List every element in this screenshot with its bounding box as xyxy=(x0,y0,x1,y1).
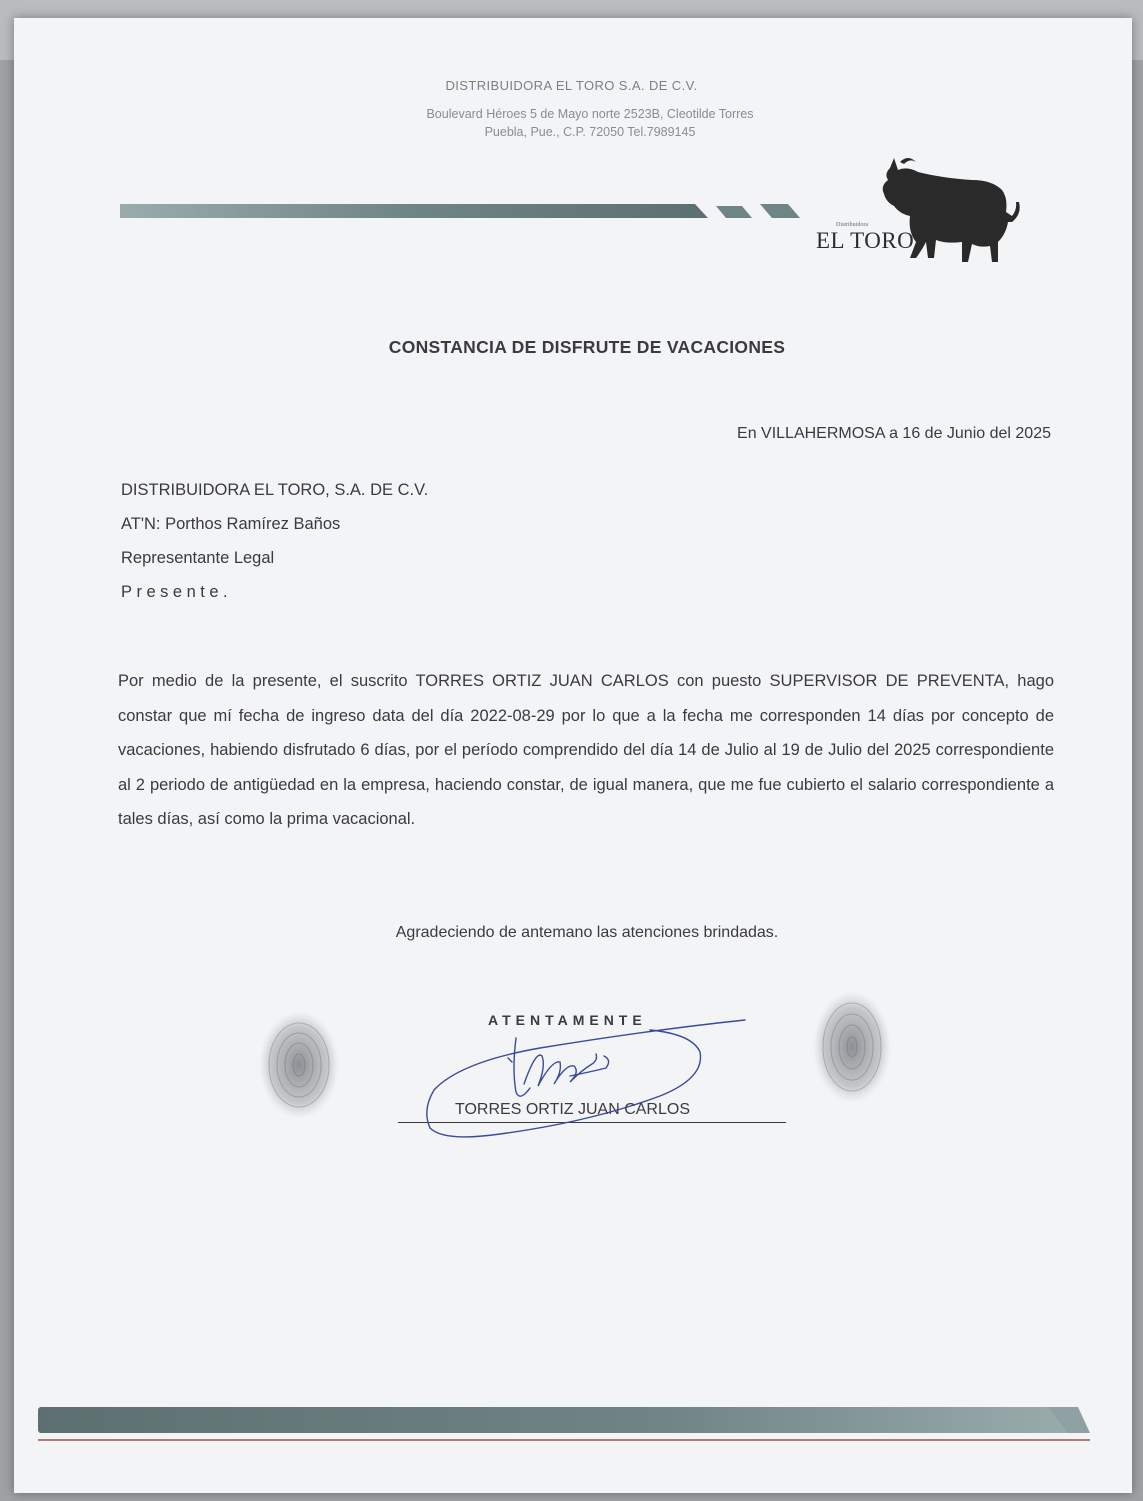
letterhead-address-line1: Boulevard Héroes 5 de Mayo norte 2523B, Cleotilde Torres xyxy=(426,107,754,121)
closing-line: Agradeciendo de antemano las atenciones brindadas. xyxy=(395,924,779,941)
recipient-attention: AT'N: Porthos Ramírez Baños xyxy=(121,515,341,533)
handwritten-signature xyxy=(420,1010,760,1145)
date-line: En VILLAHERMOSA a 16 de Junio del 2025 xyxy=(737,425,1051,442)
letterhead-company: DISTRIBUIDORA EL TORO S.A. DE C.V. xyxy=(445,78,698,93)
right-fingerprint xyxy=(812,990,892,1105)
sign-off-label: ATENTAMENTE xyxy=(488,1012,647,1028)
left-fingerprint xyxy=(258,1010,340,1120)
body-paragraph: Por medio de la presente, el suscrito TORRES ORTIZ JUAN CARLOS con puesto SUPERVISOR DE PREVENTA, hago constar que mí fecha de ingreso data del día 2022-08-29 por lo que a la fecha me corresponden 14 días por concepto de vacaciones, habiendo disfrutado 6 días, por el período comprendido del día 14 de Julio al 19 de Julio del 2025 correspondiente al 2 periodo de antigüedad en la empresa, haciendo constar, de igual manera, que me fue cubierto el salario correspondiente a tales días, así como la prima vacacional. xyxy=(118,672,1054,828)
recipient-greeting: Presente. xyxy=(121,583,233,601)
recipient-role: Representante Legal xyxy=(121,549,275,567)
recipient-company: DISTRIBUIDORA EL TORO, S.A. DE C.V. xyxy=(121,481,429,499)
logo-small-text: Distribuidora xyxy=(836,222,868,228)
header-decorative-band xyxy=(120,200,810,222)
signer-name: TORRES ORTIZ JUAN CARLOS xyxy=(455,1101,690,1118)
logo-name: EL TORO xyxy=(816,228,915,253)
letterhead-address-line2: Puebla, Pue., C.P. 72050 Tel.7989145 xyxy=(484,125,696,139)
document-title: CONSTANCIA DE DISFRUTE DE VACACIONES xyxy=(388,337,786,357)
footer-decorative-band xyxy=(38,1405,1090,1445)
